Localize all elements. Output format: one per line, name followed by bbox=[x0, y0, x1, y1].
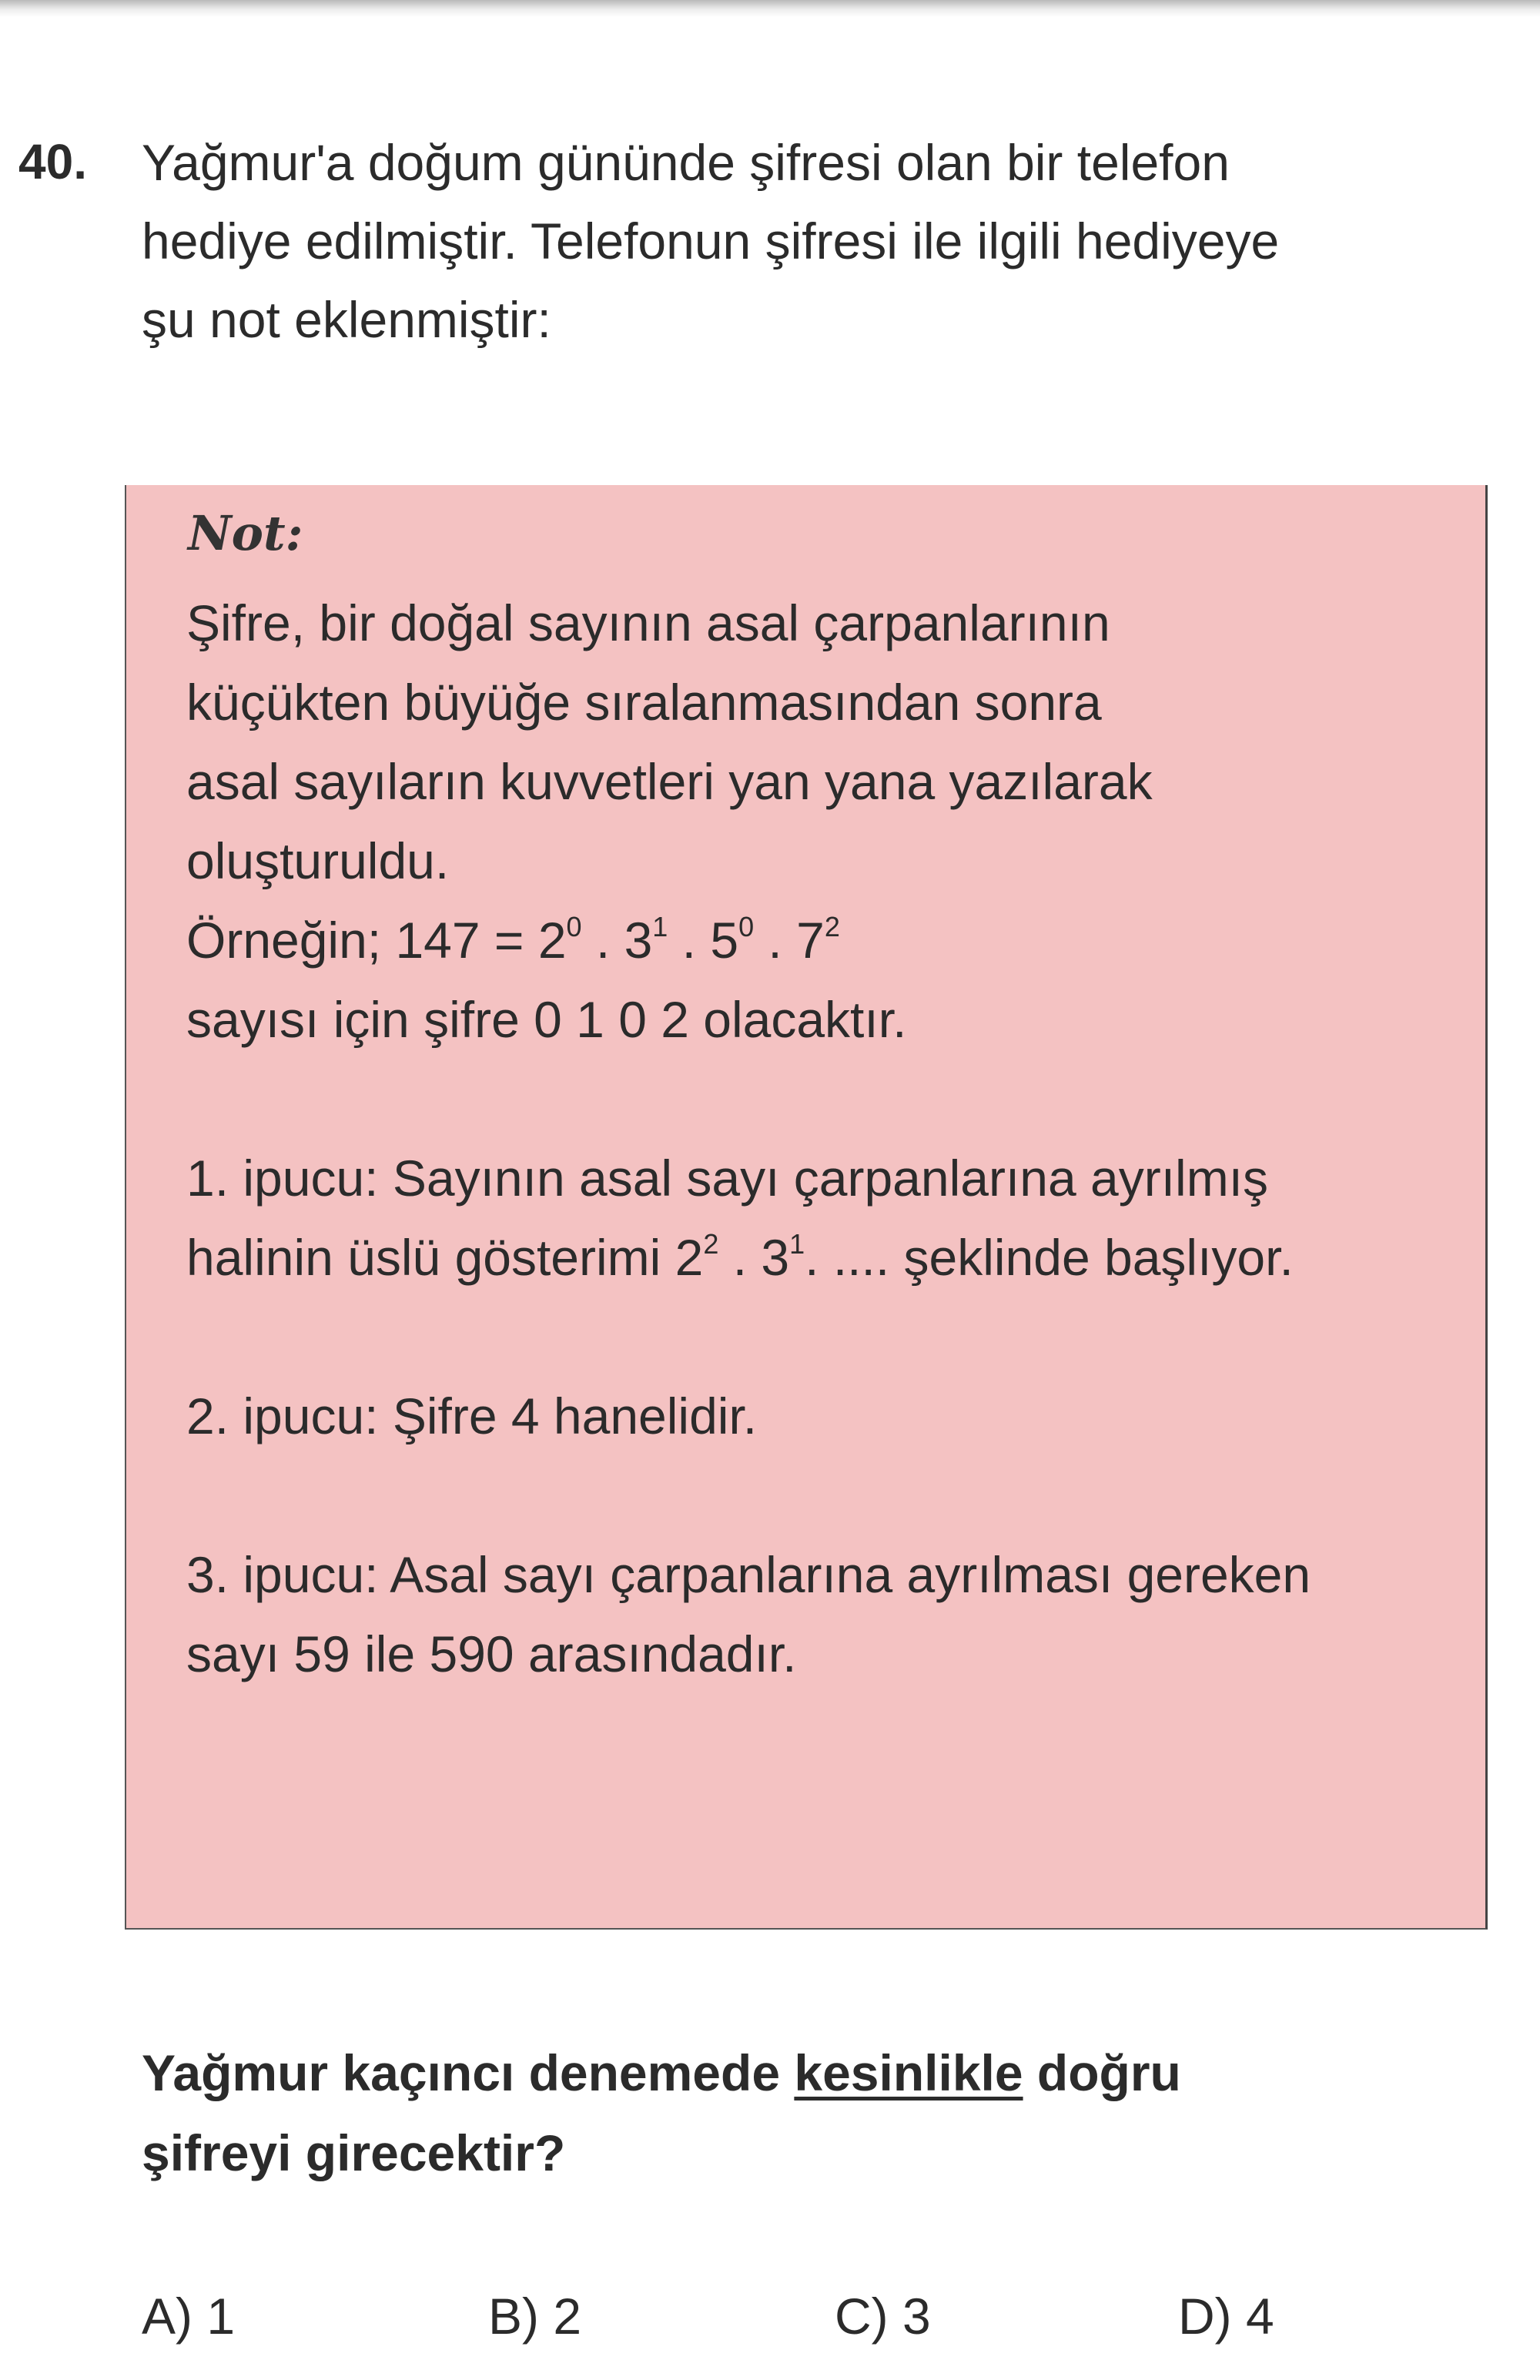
note-body bbox=[186, 584, 1480, 1694]
example-base: 2 bbox=[537, 912, 567, 969]
hint1-prefix: halinin üslü gösterimi bbox=[186, 1229, 675, 1286]
hint1-line2 bbox=[186, 1218, 1480, 1297]
rule-line: küçükten büyüğe sıralanmasından sonra bbox=[186, 674, 1102, 731]
example-exponent: 1 bbox=[652, 911, 668, 942]
example-separator: . bbox=[668, 912, 711, 969]
hint1-separator: . bbox=[718, 1229, 762, 1286]
rule-line: asal sayıların kuvvetleri yan yana yazılarak bbox=[186, 753, 1153, 810]
answer-options bbox=[0, 2287, 1540, 2356]
prompt-line1 bbox=[142, 2033, 1497, 2113]
note-box bbox=[125, 485, 1488, 1930]
question-number: 40. bbox=[18, 134, 87, 189]
example-prefix: Örneğin; 147 = bbox=[186, 912, 538, 969]
example-exponent: 0 bbox=[738, 911, 755, 942]
hint1-exponent: 2 bbox=[703, 1228, 719, 1260]
example-result-line: sayısı için şifre 0 1 0 2 olacaktır. bbox=[186, 991, 907, 1048]
hint1-exponent: 1 bbox=[789, 1228, 805, 1260]
stem-line: şu not eklenmiştir: bbox=[142, 291, 551, 348]
example-base: 7 bbox=[796, 912, 825, 969]
prompt-text: doğru bbox=[1023, 2044, 1181, 2101]
option-d[interactable]: D) 4 bbox=[1178, 2288, 1274, 2345]
prompt-line2: şifreyi girecektir? bbox=[142, 2124, 566, 2181]
hint1-base: 3 bbox=[761, 1229, 790, 1286]
question-prompt bbox=[142, 2033, 1497, 2193]
hint3-line: sayı 59 ile 590 arasındadır. bbox=[186, 1625, 797, 1682]
option-a[interactable]: A) 1 bbox=[142, 2288, 236, 2345]
example-exponent: 0 bbox=[566, 911, 582, 942]
hint2-line: 2. ipucu: Şifre 4 hanelidir. bbox=[186, 1387, 758, 1444]
example-line bbox=[186, 901, 1480, 980]
example-separator: . bbox=[754, 912, 797, 969]
hint1-suffix: . .... şeklinde başlıyor. bbox=[805, 1229, 1294, 1286]
spacer bbox=[186, 1059, 1480, 1139]
note-title: Not: bbox=[188, 505, 303, 561]
spacer bbox=[186, 1456, 1480, 1535]
spacer bbox=[186, 1297, 1480, 1377]
stem-line: Yağmur'a doğum gününde şifresi olan bir telefon bbox=[142, 134, 1230, 191]
question-stem bbox=[142, 123, 1497, 359]
page-top-edge bbox=[0, 0, 1540, 17]
example-exponent: 2 bbox=[824, 911, 840, 942]
example-base: 3 bbox=[624, 912, 653, 969]
prompt-emphasis: kesinlikle bbox=[794, 2044, 1023, 2101]
stem-line: hediye edilmiştir. Telefonun şifresi ile ilgili hediyeye bbox=[142, 213, 1280, 269]
hint1-base: 2 bbox=[675, 1229, 704, 1286]
option-c[interactable]: C) 3 bbox=[835, 2288, 931, 2345]
hint3-line: 3. ipucu: Asal sayı çarpanlarına ayrılması gereken bbox=[186, 1546, 1311, 1603]
example-separator: . bbox=[581, 912, 624, 969]
rule-line: oluşturuldu. bbox=[186, 832, 450, 889]
rule-line: Şifre, bir doğal sayının asal çarpanlarının bbox=[186, 594, 1110, 651]
example-base: 5 bbox=[710, 912, 739, 969]
hint1-line1: 1. ipucu: Sayının asal sayı çarpanlarına ayrılmış bbox=[186, 1150, 1269, 1207]
prompt-text: Yağmur kaçıncı denemede bbox=[142, 2044, 795, 2101]
option-b[interactable]: B) 2 bbox=[488, 2288, 582, 2345]
